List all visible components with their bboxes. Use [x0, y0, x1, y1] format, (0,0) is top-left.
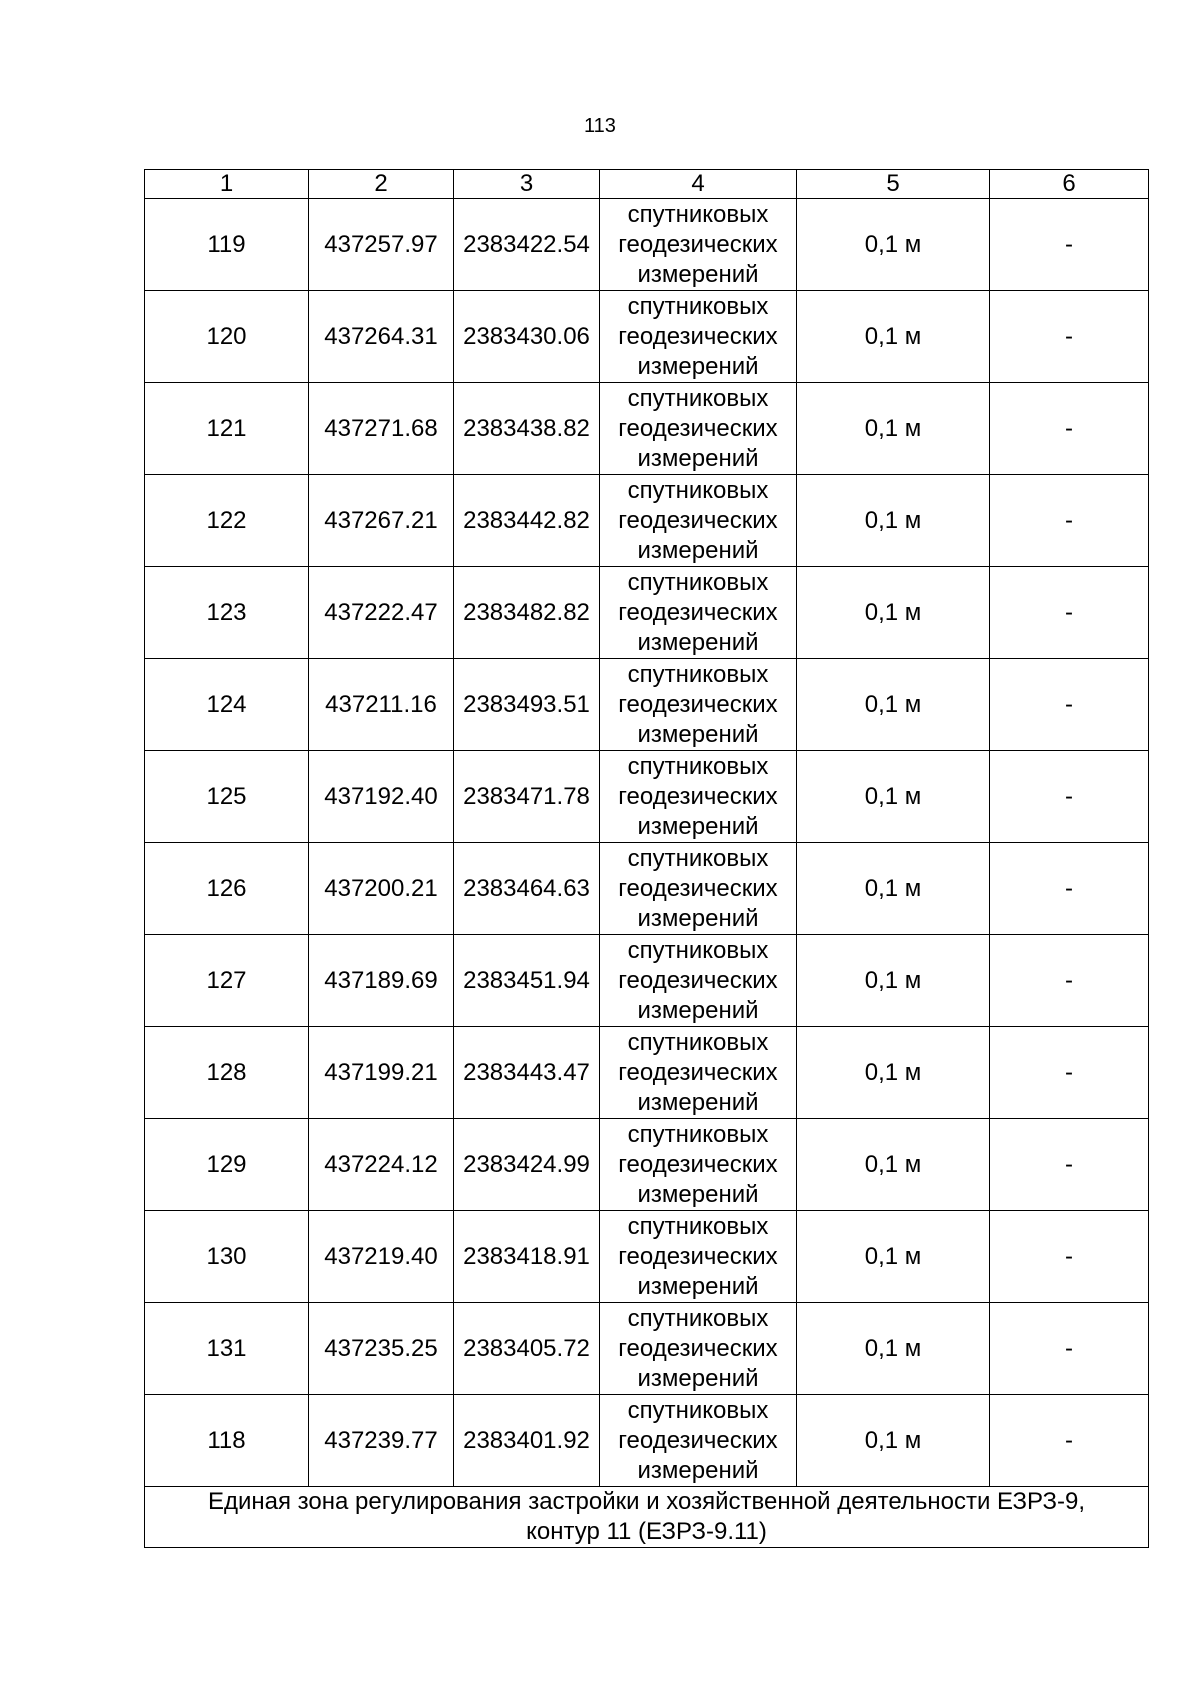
table-row [145, 199, 1149, 291]
accuracy-cell: 0,1 м [797, 1119, 990, 1211]
method-line: спутниковых [627, 384, 769, 412]
point-number-cell: 128 [145, 1027, 309, 1119]
method-line: геодезических [618, 1334, 778, 1362]
table-row [145, 1395, 1149, 1487]
zone-title-line: Единая зона регулирования застройки и хозяйственной деятельности ЕЗРЗ-9, [207, 1488, 1086, 1515]
method-line: измерений [637, 352, 759, 380]
method-line: измерений [637, 444, 759, 472]
method-line: измерений [637, 720, 759, 748]
zone-title-row [145, 1487, 1149, 1548]
coordinates-table [144, 169, 1149, 1548]
method-line: геодезических [618, 506, 778, 534]
method-line: спутниковых [627, 1212, 769, 1240]
accuracy-cell: 0,1 м [797, 935, 990, 1027]
method-line: измерений [637, 1088, 759, 1116]
method-line: геодезических [618, 414, 778, 442]
header-cell: 4 [600, 170, 797, 199]
method-line: спутниковых [627, 1396, 769, 1424]
header-cell: 6 [990, 170, 1149, 199]
x-coordinate-cell: 437222.47 [309, 567, 454, 659]
note-cell: - [990, 383, 1149, 475]
x-coordinate-cell: 437224.12 [309, 1119, 454, 1211]
method-cell [600, 475, 797, 567]
method-line: спутниковых [627, 200, 769, 228]
table-row [145, 383, 1149, 475]
point-number-cell: 130 [145, 1211, 309, 1303]
method-cell [600, 199, 797, 291]
accuracy-cell: 0,1 м [797, 751, 990, 843]
point-number-cell: 119 [145, 199, 309, 291]
y-coordinate-cell: 2383451.94 [454, 935, 600, 1027]
point-number-cell: 118 [145, 1395, 309, 1487]
method-cell [600, 935, 797, 1027]
accuracy-cell: 0,1 м [797, 1395, 990, 1487]
y-coordinate-cell: 2383442.82 [454, 475, 600, 567]
method-line: измерений [637, 536, 759, 564]
method-line: измерений [637, 1364, 759, 1392]
method-cell [600, 843, 797, 935]
x-coordinate-cell: 437189.69 [309, 935, 454, 1027]
header-cell: 3 [454, 170, 600, 199]
note-cell: - [990, 1211, 1149, 1303]
accuracy-cell: 0,1 м [797, 199, 990, 291]
table-body [145, 170, 1149, 1548]
x-coordinate-cell: 437257.97 [309, 199, 454, 291]
point-number-cell: 127 [145, 935, 309, 1027]
y-coordinate-cell: 2383482.82 [454, 567, 600, 659]
zone-title-line: контур 11 (ЕЗРЗ-9.11) [526, 1518, 767, 1545]
method-line: спутниковых [627, 844, 769, 872]
method-line: измерений [637, 812, 759, 840]
table-row [145, 1027, 1149, 1119]
method-line: геодезических [618, 322, 778, 350]
note-cell: - [990, 199, 1149, 291]
zone-title-cell [145, 1487, 1149, 1548]
note-cell: - [990, 843, 1149, 935]
y-coordinate-cell: 2383418.91 [454, 1211, 600, 1303]
point-number-cell: 131 [145, 1303, 309, 1395]
method-line: измерений [637, 1180, 759, 1208]
accuracy-cell: 0,1 м [797, 659, 990, 751]
accuracy-cell: 0,1 м [797, 475, 990, 567]
x-coordinate-cell: 437264.31 [309, 291, 454, 383]
method-line: геодезических [618, 874, 778, 902]
method-line: геодезических [618, 230, 778, 258]
point-number-cell: 126 [145, 843, 309, 935]
y-coordinate-cell: 2383493.51 [454, 659, 600, 751]
y-coordinate-cell: 2383464.63 [454, 843, 600, 935]
accuracy-cell: 0,1 м [797, 1303, 990, 1395]
method-line: спутниковых [627, 1028, 769, 1056]
method-cell [600, 1211, 797, 1303]
header-cell: 1 [145, 170, 309, 199]
method-line: измерений [637, 260, 759, 288]
method-cell [600, 1395, 797, 1487]
method-line: измерений [637, 628, 759, 656]
method-line: спутниковых [627, 660, 769, 688]
table-row [145, 567, 1149, 659]
method-cell [600, 383, 797, 475]
method-cell [600, 659, 797, 751]
method-cell [600, 1027, 797, 1119]
accuracy-cell: 0,1 м [797, 1211, 990, 1303]
method-line: геодезических [618, 1150, 778, 1178]
x-coordinate-cell: 437199.21 [309, 1027, 454, 1119]
note-cell: - [990, 751, 1149, 843]
table-row [145, 843, 1149, 935]
method-cell [600, 1119, 797, 1211]
accuracy-cell: 0,1 м [797, 1027, 990, 1119]
method-line: спутниковых [627, 1120, 769, 1148]
table-row [145, 935, 1149, 1027]
y-coordinate-cell: 2383443.47 [454, 1027, 600, 1119]
method-line: геодезических [618, 1058, 778, 1086]
method-line: измерений [637, 996, 759, 1024]
header-cell: 5 [797, 170, 990, 199]
note-cell: - [990, 1119, 1149, 1211]
method-line: спутниковых [627, 476, 769, 504]
y-coordinate-cell: 2383430.06 [454, 291, 600, 383]
point-number-cell: 122 [145, 475, 309, 567]
method-line: геодезических [618, 782, 778, 810]
point-number-cell: 125 [145, 751, 309, 843]
table-row [145, 291, 1149, 383]
note-cell: - [990, 1303, 1149, 1395]
note-cell: - [990, 475, 1149, 567]
accuracy-cell: 0,1 м [797, 291, 990, 383]
method-line: измерений [637, 904, 759, 932]
method-line: геодезических [618, 598, 778, 626]
note-cell: - [990, 291, 1149, 383]
table-row [145, 659, 1149, 751]
x-coordinate-cell: 437239.77 [309, 1395, 454, 1487]
method-line: спутниковых [627, 936, 769, 964]
table-row [145, 751, 1149, 843]
header-cell: 2 [309, 170, 454, 199]
table-row [145, 1211, 1149, 1303]
y-coordinate-cell: 2383401.92 [454, 1395, 600, 1487]
method-line: спутниковых [627, 1304, 769, 1332]
note-cell: - [990, 1395, 1149, 1487]
table-row [145, 1119, 1149, 1211]
method-cell [600, 291, 797, 383]
x-coordinate-cell: 437219.40 [309, 1211, 454, 1303]
y-coordinate-cell: 2383438.82 [454, 383, 600, 475]
method-line: спутниковых [627, 292, 769, 320]
y-coordinate-cell: 2383471.78 [454, 751, 600, 843]
note-cell: - [990, 1027, 1149, 1119]
point-number-cell: 121 [145, 383, 309, 475]
method-line: спутниковых [627, 568, 769, 596]
note-cell: - [990, 659, 1149, 751]
method-cell [600, 567, 797, 659]
page-number: 113 [584, 115, 616, 137]
method-line: геодезических [618, 690, 778, 718]
point-number-cell: 129 [145, 1119, 309, 1211]
accuracy-cell: 0,1 м [797, 567, 990, 659]
method-line: спутниковых [627, 752, 769, 780]
x-coordinate-cell: 437192.40 [309, 751, 454, 843]
method-line: геодезических [618, 1242, 778, 1270]
y-coordinate-cell: 2383422.54 [454, 199, 600, 291]
method-line: измерений [637, 1272, 759, 1300]
method-line: геодезических [618, 966, 778, 994]
method-line: измерений [637, 1456, 759, 1484]
y-coordinate-cell: 2383405.72 [454, 1303, 600, 1395]
method-cell [600, 1303, 797, 1395]
x-coordinate-cell: 437200.21 [309, 843, 454, 935]
note-cell: - [990, 567, 1149, 659]
note-cell: - [990, 935, 1149, 1027]
method-cell [600, 751, 797, 843]
x-coordinate-cell: 437271.68 [309, 383, 454, 475]
accuracy-cell: 0,1 м [797, 843, 990, 935]
y-coordinate-cell: 2383424.99 [454, 1119, 600, 1211]
point-number-cell: 120 [145, 291, 309, 383]
x-coordinate-cell: 437211.16 [309, 659, 454, 751]
table-header-row [145, 170, 1149, 199]
method-line: геодезических [618, 1426, 778, 1454]
point-number-cell: 124 [145, 659, 309, 751]
point-number-cell: 123 [145, 567, 309, 659]
table-row [145, 1303, 1149, 1395]
table-row [145, 475, 1149, 567]
x-coordinate-cell: 437235.25 [309, 1303, 454, 1395]
x-coordinate-cell: 437267.21 [309, 475, 454, 567]
accuracy-cell: 0,1 м [797, 383, 990, 475]
